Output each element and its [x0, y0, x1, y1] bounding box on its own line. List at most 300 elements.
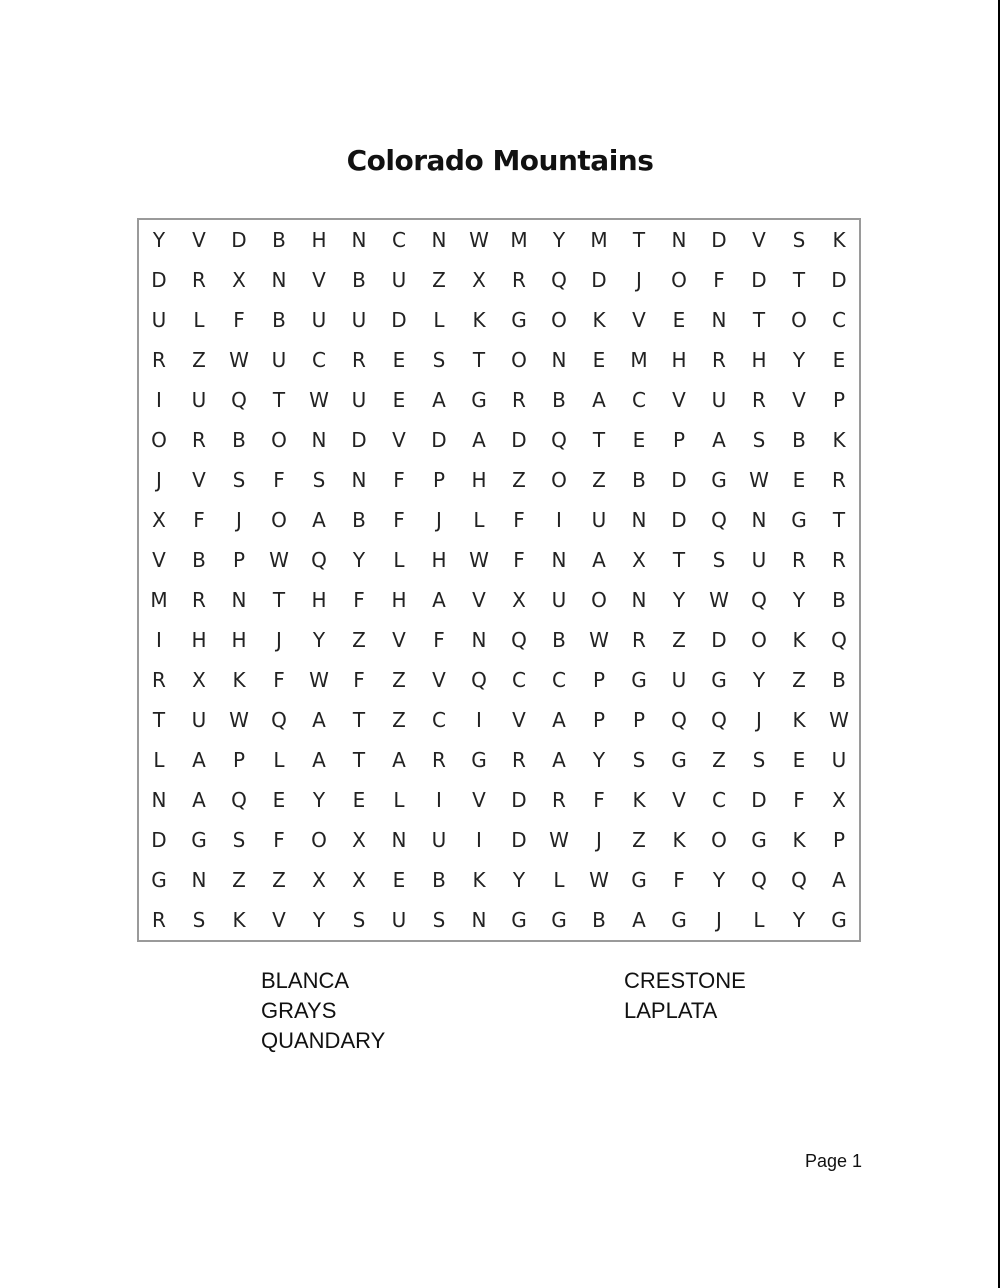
grid-cell: H	[391, 588, 407, 612]
grid-cell: Q	[551, 268, 567, 292]
grid-cell: P	[832, 388, 846, 412]
grid-cell: E	[832, 348, 846, 372]
grid-cell: G	[831, 908, 847, 932]
grid-cell: O	[151, 428, 167, 452]
grid-cell: S	[232, 828, 246, 852]
grid-cell: X	[832, 788, 846, 812]
grid-cell: L	[553, 868, 565, 892]
grid-cell: N	[151, 788, 167, 812]
grid-cell: Q	[831, 628, 847, 652]
grid-cell: W	[229, 348, 249, 372]
grid-cell: X	[632, 548, 646, 572]
grid-cell: U	[151, 308, 167, 332]
grid-cell: H	[311, 228, 327, 252]
grid-cell: Q	[231, 388, 247, 412]
grid-cell: D	[671, 468, 687, 492]
grid-cell: K	[472, 308, 486, 332]
grid-cell: K	[792, 708, 806, 732]
grid-cell: F	[273, 828, 285, 852]
grid-cell: S	[352, 908, 366, 932]
grid-cell: R	[632, 628, 646, 652]
grid-cell: Y	[352, 548, 366, 572]
word-list-item: LAPLATA	[624, 998, 718, 1023]
grid-cell: D	[391, 308, 407, 332]
grid-cell: L	[273, 748, 285, 772]
grid-cell: F	[353, 668, 365, 692]
grid-cell: N	[311, 428, 327, 452]
grid-cell: A	[432, 588, 446, 612]
grid-cell: R	[152, 668, 166, 692]
grid-cell: P	[832, 828, 846, 852]
grid-cell: W	[709, 588, 729, 612]
grid-cell: V	[392, 428, 406, 452]
grid-cell: K	[232, 908, 246, 932]
grid-cell: Z	[192, 348, 206, 372]
grid-cell: T	[272, 388, 286, 412]
grid-cell: Y	[792, 908, 806, 932]
grid-cell: Y	[752, 668, 766, 692]
grid-cell: Q	[311, 548, 327, 572]
grid-cell: X	[512, 588, 526, 612]
grid-cell: Y	[512, 868, 526, 892]
grid-cell: Z	[432, 268, 446, 292]
grid-cell: S	[632, 748, 646, 772]
grid-cell: N	[631, 508, 647, 532]
grid-cell: E	[792, 748, 806, 772]
grid-cell: U	[391, 908, 407, 932]
grid-cell: O	[271, 428, 287, 452]
grid-cell: R	[832, 548, 846, 572]
grid-cell: N	[551, 348, 567, 372]
grid-cell: O	[511, 348, 527, 372]
grid-cell: Y	[312, 628, 326, 652]
grid-cell: A	[712, 428, 726, 452]
grid-cell: R	[792, 548, 806, 572]
grid-cell: G	[191, 828, 207, 852]
grid-cell: D	[151, 828, 167, 852]
grid-cell: U	[711, 388, 727, 412]
page-edge-line	[998, 0, 1000, 1288]
grid-cell: F	[593, 788, 605, 812]
grid-cell: K	[792, 628, 806, 652]
grid-cell: H	[431, 548, 447, 572]
grid-cell: L	[393, 788, 405, 812]
grid-cell: I	[476, 708, 482, 732]
grid-cell: M	[630, 348, 648, 372]
grid-cell: G	[511, 908, 527, 932]
grid-cell: W	[749, 468, 769, 492]
grid-cell: I	[476, 828, 482, 852]
grid-cell: R	[552, 788, 566, 812]
grid-cell: Y	[792, 588, 806, 612]
grid-cell: L	[193, 308, 205, 332]
grid-cell: A	[432, 388, 446, 412]
grid-cell: F	[273, 668, 285, 692]
grid-cell: Z	[352, 628, 366, 652]
grid-cell: I	[156, 628, 162, 652]
grid-cell: B	[352, 508, 366, 532]
grid-cell: X	[192, 668, 206, 692]
grid-cell: S	[192, 908, 206, 932]
grid-cell: U	[351, 308, 367, 332]
grid-cell: B	[832, 588, 846, 612]
grid-cell: Z	[792, 668, 806, 692]
grid-cell: D	[711, 628, 727, 652]
grid-cell: X	[152, 508, 166, 532]
grid-cell: G	[471, 388, 487, 412]
grid-cell: Y	[672, 588, 686, 612]
grid-cell: G	[631, 668, 647, 692]
grid-cell: H	[671, 348, 687, 372]
grid-cell: D	[511, 828, 527, 852]
grid-cell: A	[632, 908, 646, 932]
grid-cell: W	[469, 548, 489, 572]
grid-cell: Y	[792, 348, 806, 372]
grid-cell: A	[392, 748, 406, 772]
grid-cell: F	[793, 788, 805, 812]
grid-cell: O	[751, 628, 767, 652]
grid-cell: U	[391, 268, 407, 292]
grid-cell: Q	[551, 428, 567, 452]
grid-cell: H	[191, 628, 207, 652]
grid-cell: Z	[672, 628, 686, 652]
grid-cell: P	[592, 708, 606, 732]
grid-cell: K	[832, 228, 846, 252]
grid-cell: M	[590, 228, 608, 252]
grid-cell: Z	[272, 868, 286, 892]
grid-cell: U	[191, 388, 207, 412]
grid-cell: Z	[392, 668, 406, 692]
grid-cell: L	[393, 548, 405, 572]
grid-cell: F	[433, 628, 445, 652]
grid-cell: T	[672, 548, 686, 572]
grid-cell: C	[712, 788, 726, 812]
grid-cell: K	[472, 868, 486, 892]
grid-cell: Q	[751, 588, 767, 612]
grid-cell: X	[232, 268, 246, 292]
grid-cell: T	[592, 428, 606, 452]
grid-cell: P	[232, 748, 246, 772]
grid-cell: A	[472, 428, 486, 452]
grid-cell: O	[311, 828, 327, 852]
grid-cell: J	[236, 508, 242, 532]
grid-cell: P	[592, 668, 606, 692]
grid-cell: P	[672, 428, 686, 452]
grid-cell: Z	[512, 468, 526, 492]
grid-cell: X	[352, 868, 366, 892]
grid-cell: A	[192, 748, 206, 772]
grid-cell: Q	[711, 708, 727, 732]
grid-cell: A	[312, 708, 326, 732]
grid-cell: W	[549, 828, 569, 852]
grid-cell: O	[591, 588, 607, 612]
grid-cell: L	[473, 508, 485, 532]
grid-cell: S	[432, 908, 446, 932]
grid-cell: V	[432, 668, 446, 692]
grid-cell: E	[272, 788, 286, 812]
grid-cell: W	[589, 628, 609, 652]
grid-cell: R	[712, 348, 726, 372]
grid-cell: T	[632, 228, 646, 252]
grid-cell: U	[831, 748, 847, 772]
grid-cell: R	[192, 268, 206, 292]
grid-cell: U	[431, 828, 447, 852]
grid-cell: I	[156, 388, 162, 412]
grid-cell: N	[231, 588, 247, 612]
grid-cell: V	[192, 468, 206, 492]
grid-cell: U	[671, 668, 687, 692]
grid-cell: G	[791, 508, 807, 532]
grid-cell: T	[152, 708, 166, 732]
grid-cell: D	[751, 268, 767, 292]
grid-cell: D	[831, 268, 847, 292]
grid-cell: D	[351, 428, 367, 452]
grid-cell: E	[392, 348, 406, 372]
grid-cell: N	[471, 628, 487, 652]
grid-cell: V	[752, 228, 766, 252]
grid-cell: N	[271, 268, 287, 292]
grid-cell: R	[352, 348, 366, 372]
grid-cell: T	[472, 348, 486, 372]
grid-cell: N	[711, 308, 727, 332]
grid-cell: J	[756, 708, 762, 732]
grid-cell: G	[511, 308, 527, 332]
grid-cell: T	[272, 588, 286, 612]
grid-cell: Z	[592, 468, 606, 492]
grid-cell: U	[751, 548, 767, 572]
grid-cell: J	[636, 268, 642, 292]
grid-cell: P	[432, 468, 446, 492]
grid-cell: V	[512, 708, 526, 732]
grid-cell: S	[432, 348, 446, 372]
grid-cell: L	[753, 908, 765, 932]
word-list-item: CRESTONE	[624, 968, 746, 993]
grid-cell: B	[832, 668, 846, 692]
grid-cell: H	[751, 348, 767, 372]
grid-cell: V	[672, 388, 686, 412]
grid-cell: D	[751, 788, 767, 812]
grid-cell: K	[232, 668, 246, 692]
grid-cell: X	[352, 828, 366, 852]
grid-cell: S	[792, 228, 806, 252]
grid-cell: B	[552, 388, 566, 412]
grid-cell: O	[551, 308, 567, 332]
grid-cell: C	[432, 708, 446, 732]
grid-cell: A	[312, 508, 326, 532]
word-list-item: GRAYS	[261, 998, 337, 1023]
grid-cell: A	[312, 748, 326, 772]
grid-cell: U	[351, 388, 367, 412]
grid-cell: N	[431, 228, 447, 252]
grid-cell: L	[433, 308, 445, 332]
grid-cell: R	[832, 468, 846, 492]
grid-cell: F	[233, 308, 245, 332]
grid-cell: H	[471, 468, 487, 492]
grid-cell: N	[551, 548, 567, 572]
grid-cell: N	[471, 908, 487, 932]
grid-cell: E	[592, 348, 606, 372]
grid-cell: B	[552, 628, 566, 652]
grid-cell: Y	[712, 868, 726, 892]
grid-cell: C	[512, 668, 526, 692]
grid-cell: P	[232, 548, 246, 572]
word-search-grid	[137, 218, 861, 942]
grid-cell: B	[232, 428, 246, 452]
grid-cell: C	[832, 308, 846, 332]
grid-cell: A	[832, 868, 846, 892]
grid-cell: R	[192, 588, 206, 612]
grid-cell: E	[352, 788, 366, 812]
grid-cell: I	[556, 508, 562, 532]
grid-cell: V	[672, 788, 686, 812]
grid-cell: N	[351, 228, 367, 252]
grid-cell: V	[792, 388, 806, 412]
grid-cell: V	[392, 628, 406, 652]
grid-cell: W	[829, 708, 849, 732]
grid-cell: D	[711, 228, 727, 252]
grid-cell: D	[591, 268, 607, 292]
grid-cell: W	[269, 548, 289, 572]
grid-cell: Y	[312, 908, 326, 932]
grid-cell: J	[276, 628, 282, 652]
grid-cell: R	[752, 388, 766, 412]
grid-cell: F	[393, 508, 405, 532]
grid-cell: Y	[152, 228, 166, 252]
grid-cell: T	[792, 268, 806, 292]
grid-cell: O	[551, 468, 567, 492]
grid-cell: M	[510, 228, 528, 252]
grid-cell: G	[471, 748, 487, 772]
grid-cell: K	[632, 788, 646, 812]
grid-cell: E	[392, 388, 406, 412]
grid-cell: R	[512, 748, 526, 772]
grid-cell: U	[311, 308, 327, 332]
grid-cell: B	[592, 908, 606, 932]
grid-cell: Q	[271, 708, 287, 732]
grid-cell: A	[552, 748, 566, 772]
grid-cell: W	[309, 668, 329, 692]
grid-cell: J	[436, 508, 442, 532]
grid-cell: Q	[471, 668, 487, 692]
grid-cell: S	[752, 748, 766, 772]
grid-cell: S	[312, 468, 326, 492]
grid-cell: B	[272, 228, 286, 252]
grid-cell: B	[192, 548, 206, 572]
word-list-item: BLANCA	[261, 968, 350, 993]
grid-cell: V	[312, 268, 326, 292]
grid-cell: G	[671, 908, 687, 932]
grid-cell: Z	[232, 868, 246, 892]
grid-cell: E	[792, 468, 806, 492]
grid-cell: D	[511, 428, 527, 452]
grid-cell: Y	[312, 788, 326, 812]
grid-cell: R	[192, 428, 206, 452]
grid-cell: G	[711, 668, 727, 692]
grid-cell: B	[792, 428, 806, 452]
grid-cell: F	[193, 508, 205, 532]
grid-cell: W	[229, 708, 249, 732]
grid-cell: F	[513, 548, 525, 572]
grid-cell: W	[309, 388, 329, 412]
grid-cell: T	[752, 308, 766, 332]
grid-cell: R	[152, 908, 166, 932]
grid-cell: R	[512, 268, 526, 292]
grid-cell: Z	[392, 708, 406, 732]
grid-cell: D	[671, 508, 687, 532]
grid-cell: H	[311, 588, 327, 612]
grid-cell: C	[552, 668, 566, 692]
grid-cell: Q	[511, 628, 527, 652]
grid-cell: C	[312, 348, 326, 372]
grid-cell: W	[469, 228, 489, 252]
grid-cell: T	[352, 708, 366, 732]
grid-cell: U	[191, 708, 207, 732]
grid-cell: G	[711, 468, 727, 492]
grid-cell: S	[752, 428, 766, 452]
grid-cell: G	[671, 748, 687, 772]
grid-cell: D	[151, 268, 167, 292]
grid-cell: H	[231, 628, 247, 652]
grid-cell: V	[152, 548, 166, 572]
grid-cell: G	[631, 868, 647, 892]
grid-cell: N	[671, 228, 687, 252]
grid-cell: J	[156, 468, 162, 492]
grid-cell: Q	[671, 708, 687, 732]
grid-cell: R	[152, 348, 166, 372]
grid-cell: Y	[592, 748, 606, 772]
grid-cell: Q	[751, 868, 767, 892]
grid-cell: B	[432, 868, 446, 892]
grid-cell: V	[192, 228, 206, 252]
grid-cell: U	[551, 588, 567, 612]
grid-cell: Q	[231, 788, 247, 812]
page-number: Page 1	[804, 1151, 862, 1171]
grid-cell: V	[632, 308, 646, 332]
grid-cell: O	[271, 508, 287, 532]
grid-cell: I	[436, 788, 442, 812]
grid-cell: T	[352, 748, 366, 772]
grid-cell: U	[271, 348, 287, 372]
grid-cell: L	[153, 748, 165, 772]
grid-cell: G	[751, 828, 767, 852]
page-title: Colorado Mountains	[346, 144, 654, 177]
grid-cell: Z	[632, 828, 646, 852]
grid-cell: B	[272, 308, 286, 332]
grid-cell: T	[832, 508, 846, 532]
grid-cell: A	[192, 788, 206, 812]
grid-cell: G	[151, 868, 167, 892]
grid-cell: O	[711, 828, 727, 852]
grid-cell: V	[472, 588, 486, 612]
grid-cell: N	[631, 588, 647, 612]
grid-cell: J	[596, 828, 602, 852]
grid-cell: R	[512, 388, 526, 412]
grid-cell: F	[513, 508, 525, 532]
grid-cell: V	[472, 788, 486, 812]
grid-cell: K	[672, 828, 686, 852]
grid-cell: A	[592, 548, 606, 572]
grid-cell: Z	[712, 748, 726, 772]
grid-cell: F	[273, 468, 285, 492]
grid-cell: Q	[791, 868, 807, 892]
grid-cell: M	[150, 588, 168, 612]
grid-cell: X	[472, 268, 486, 292]
grid-cell: K	[792, 828, 806, 852]
grid-cell: B	[632, 468, 646, 492]
grid-cell: U	[591, 508, 607, 532]
grid-cell: V	[272, 908, 286, 932]
grid-cell: D	[431, 428, 447, 452]
